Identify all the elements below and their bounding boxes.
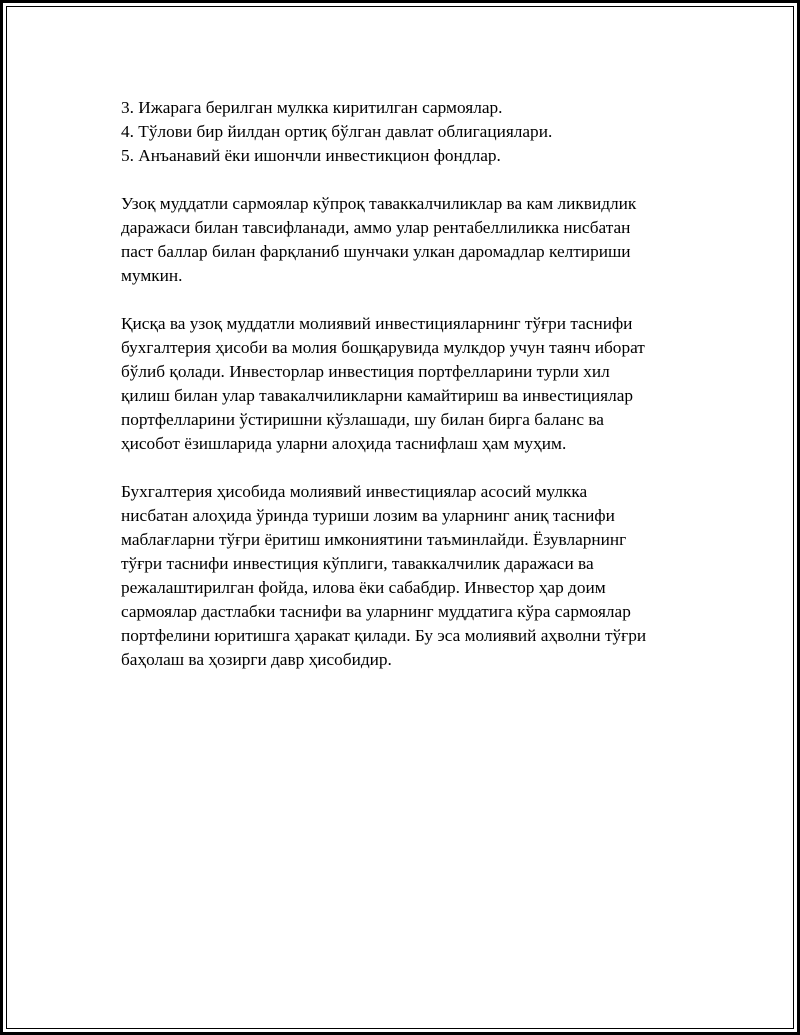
paragraph-line: қилиш билан улар тавакалчиликларни камайтириш ва инвестициялар — [121, 386, 634, 405]
paragraph-classification — [121, 312, 701, 456]
paragraph-long-term-investments — [121, 192, 701, 288]
paragraph-line: портфелларини ўстиришни кўзлашади, шу билан бирга баланс ва — [121, 410, 604, 429]
paragraph-line: паст баллар билан фарқланиб шунчаки улкан даромадлар келтириши — [121, 242, 631, 261]
paragraph-line: мумкин. — [121, 266, 183, 285]
list-item: 5. Анъанавий ёки ишончли инвестикцион фондлар. — [121, 146, 501, 165]
paragraph-line: режалаштирилган фойда, илова ёки сабабдир. Инвестор ҳар доим — [121, 578, 606, 597]
paragraph-accounting — [121, 480, 701, 672]
paragraph-line: портфелини юритишга ҳаракат қилади. Бу эса молиявий аҳволни тўғри — [121, 626, 647, 645]
paragraph-line: бўлиб қолади. Инвесторлар инвестиция портфелларини турли хил — [121, 362, 610, 381]
paragraph-line: Қисқа ва узоқ муддатли молиявий инвестицияларнинг тўғри таснифи — [121, 314, 633, 333]
paragraph-line: сармоялар дастлабки таснифи ва уларнинг муддатига кўра сармоялар — [121, 602, 631, 621]
paragraph-line: бухгалтерия ҳисоби ва молия бошқарувида мулкдор учун таянч иборат — [121, 338, 645, 357]
paragraph-line: баҳолаш ва ҳозирги давр ҳисобидир. — [121, 650, 392, 669]
list-item: 4. Тўлови бир йилдан ортиқ бўлган давлат облигациялари. — [121, 122, 553, 141]
numbered-list — [121, 96, 701, 168]
paragraph-line: ҳисобот ёзишларида уларни алоҳида таснифлаш ҳам муҳим. — [121, 434, 567, 453]
paragraph-line: нисбатан алоҳида ўринда туриши лозим ва уларнинг аниқ таснифи — [121, 506, 615, 525]
paragraph-line: Бухгалтерия ҳисобида молиявий инвестициялар асосий мулкка — [121, 482, 588, 501]
list-item: 3. Ижарага берилган мулкка киритилган сармоялар. — [121, 98, 503, 117]
document-body — [121, 96, 701, 696]
paragraph-line: тўғри таснифи инвестиция кўплиги, таваккалчилик даражаси ва — [121, 554, 594, 573]
paragraph-line: Узоқ муддатли сармоялар кўпроқ таваккалчиликлар ва кам ликвидлик — [121, 194, 637, 213]
paragraph-line: маблағларни тўғри ёритиш имкониятини таъминлайди. Ёзувларнинг — [121, 530, 627, 549]
paragraph-line: даражаси билан тавсифланади, аммо улар рентабеллиликка нисбатан — [121, 218, 631, 237]
